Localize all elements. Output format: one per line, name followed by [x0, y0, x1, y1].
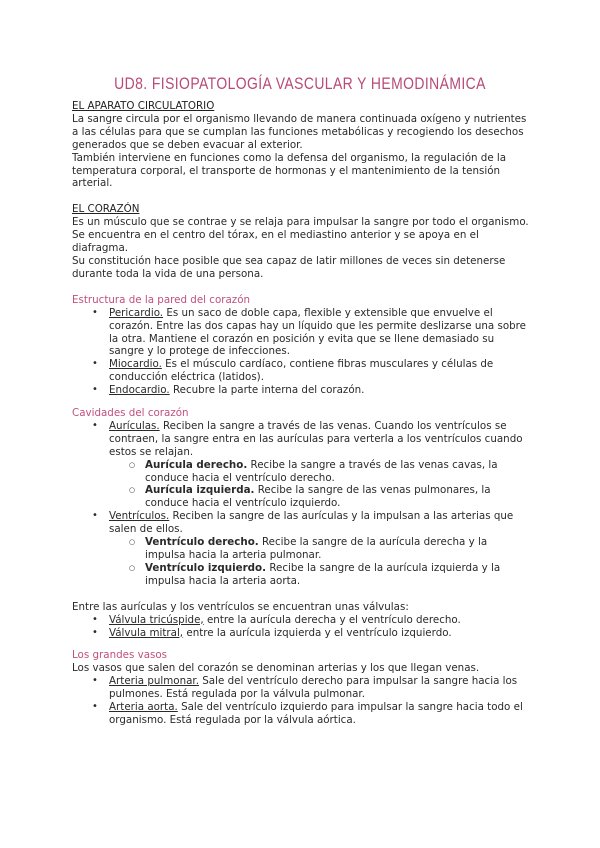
paragraph: La sangre circula por el organismo llevando de manera continuada oxígeno y nutrientes a las células para que se cumplan las funciones metabólicas y recogiendo los desechos generados que se deben evacuar al exterior. — [72, 112, 527, 151]
definition: Es un saco de doble capa, flexible y extensible que envuelve el corazón. Entre las dos capas hay un líquido que les permite deslizarse una sobre la otra. Mantiene el corazón en posición y evita que se llene demasiado su sangre y lo protege de infecciones. — [109, 306, 527, 358]
term: Pericardio. — [109, 306, 164, 319]
subheading-estructura-pared: Estructura de la pared del corazón — [72, 293, 251, 306]
list-cavidades — [72, 420, 530, 588]
section-heading-corazon: EL CORAZÓN — [72, 203, 140, 216]
definition: Sale del ventrículo derecho para impulsar la sangre hacia los pulmones. Está regulada por la válvula pulmonar. — [109, 675, 518, 701]
definition: Recubre la parte interna del corazón. — [169, 384, 365, 397]
paragraph: Entre las aurículas y los ventrículos se encuentran unas válvulas: — [72, 600, 409, 613]
definition: entre la aurícula derecha y el ventrículo derecho. — [203, 613, 461, 626]
paragraph: Se encuentra en el centro del tórax, en el mediastino anterior y se apoya en el diafragma. — [72, 229, 479, 255]
list-item — [109, 307, 530, 359]
sublist-item — [145, 536, 530, 562]
definition: Recibe la sangre de las venas pulmonares, la conduce hacia el ventrículo izquierdo. — [145, 484, 491, 510]
paragraph: Su constitución hace posible que sea capaz de latir millones de veces sin detenerse durante toda la vida de una persona. — [72, 254, 506, 280]
definition: Recibe la sangre a través de las venas cavas, la conduce hacia el ventrículo derecho. — [145, 458, 498, 484]
definition: Recibe la sangre de la aurícula derecha y la impulsa hacia la arteria pulmonar. — [145, 536, 488, 561]
list-item — [109, 675, 530, 701]
definition: Es el músculo cardíaco, contiene fibras musculares y células de conducción eléctrica (latidos). — [109, 358, 494, 384]
list-valvulas — [72, 614, 530, 640]
paragraph: También interviene en funciones como la defensa del organismo, la regulación de la temperatura corporal, el transporte de hormonas y el mantenimiento de la tensión arterial. — [72, 151, 507, 190]
definition: Sale del ventrículo izquierdo para impulsar la sangre hacia todo el organismo. Está regulada por la válvula aórtica. — [109, 701, 523, 726]
bold-term: Ventrículo derecho. — [145, 536, 259, 549]
document-body — [72, 100, 530, 727]
list-vasos — [72, 675, 530, 727]
list-item — [109, 510, 530, 587]
definition: entre la aurícula izquierda y el ventrículo izquierdo. — [183, 626, 452, 639]
bold-term: Ventrículo izquierdo. — [145, 561, 267, 574]
list-item — [109, 384, 530, 397]
term: Ventrículos. — [109, 510, 170, 523]
bold-term: Aurícula derecho. — [145, 458, 248, 471]
definition: Reciben la sangre a través de las venas. Cuando los ventrículos se contraen, la sangre entra en las aurículas para verterla a los ventrículos cuando estos se relajan. — [109, 419, 523, 458]
list-item — [109, 420, 530, 510]
term: Arteria pulmonar. — [109, 675, 199, 688]
document-title: UD8. FISIOPATOLOGÍA VASCULAR Y HEMODINÁMICA — [114, 74, 486, 93]
term: Válvula mitral, — [109, 626, 184, 639]
paragraph: Es un músculo que se contrae y se relaja para impulsar la sangre por todo el organismo. — [72, 216, 529, 229]
bold-term: Aurícula izquierda. — [145, 484, 255, 497]
subheading-cavidades: Cavidades del corazón — [72, 407, 189, 420]
definition: Recibe la sangre de la aurícula izquierda y la impulsa hacia la arteria aorta. — [145, 561, 501, 587]
list-item — [109, 701, 530, 727]
list-pared — [72, 307, 530, 397]
term: Válvula tricúspide, — [109, 613, 204, 626]
list-item — [109, 614, 530, 627]
list-item — [109, 627, 530, 640]
term: Miocardio. — [109, 358, 162, 371]
list-item — [109, 358, 530, 384]
term: Endocardio. — [109, 384, 170, 397]
paragraph: Los vasos que salen del corazón se denominan arterias y los que llegan venas. — [72, 662, 480, 675]
term: Arteria aorta. — [109, 701, 178, 714]
sublist-ventriculos — [109, 536, 530, 588]
definition: Reciben la sangre de las aurículas y la impulsan a las arterias que salen de ellos. — [109, 510, 514, 536]
sublist-item — [145, 562, 530, 588]
term: Aurículas. — [109, 419, 160, 432]
subheading-grandes-vasos: Los grandes vasos — [72, 649, 168, 662]
sublist-auriculas — [109, 459, 530, 511]
sublist-item — [145, 484, 530, 510]
sublist-item — [145, 459, 530, 485]
section-heading-aparato-circulatorio: EL APARATO CIRCULATORIO — [72, 100, 215, 112]
